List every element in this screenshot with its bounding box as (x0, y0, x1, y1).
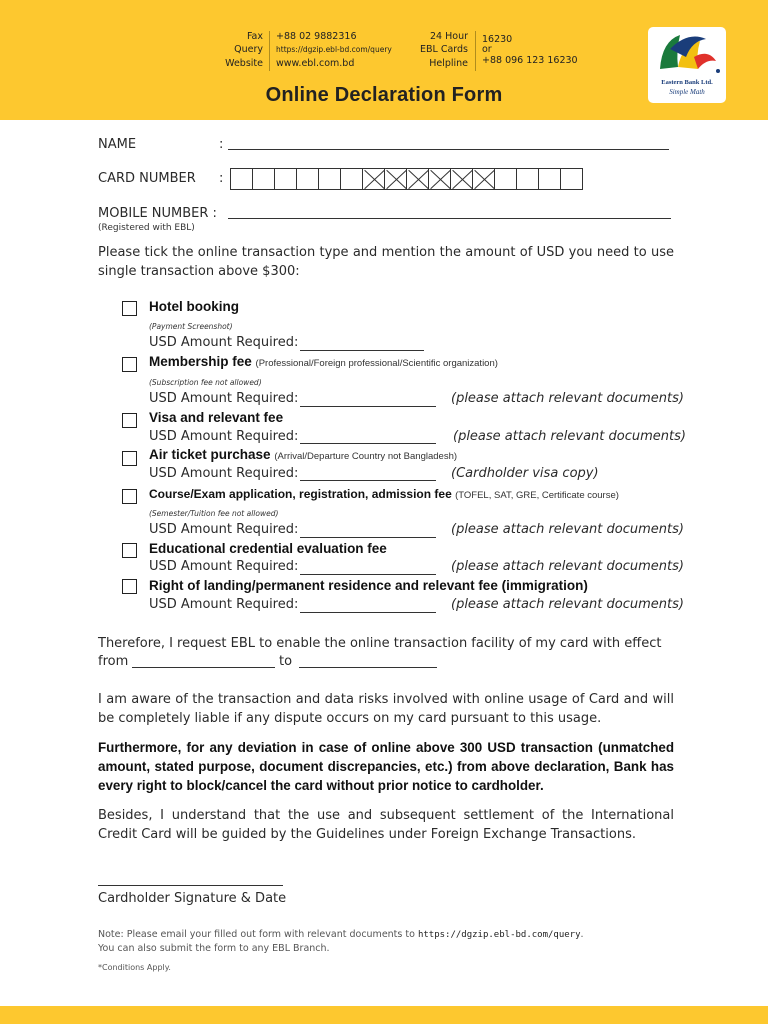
header-divider (269, 31, 270, 71)
hotel-usd-field[interactable] (300, 350, 424, 351)
course-exam-title-text: Course/Exam application, registration, admission fee (149, 487, 452, 501)
usd-amount-label: USD Amount Required: (149, 559, 299, 574)
card-digit-box-masked (406, 168, 429, 190)
from-date-field[interactable] (132, 667, 275, 668)
membership-usd-field[interactable] (300, 406, 436, 407)
email-note-url[interactable]: https://dgzip.ebl-bd.com/query (417, 930, 581, 940)
card-digit-box[interactable] (516, 168, 539, 190)
card-digit-box-masked (472, 168, 495, 190)
course-exam-note: (TOFEL, SAT, GRE, Certificate course) (455, 490, 619, 501)
educational-credential-title: Educational credential evaluation fee (149, 541, 387, 556)
visa-fee-checkbox[interactable] (122, 413, 137, 428)
mobile-note: (Registered with EBL) (98, 223, 195, 233)
fax-label: Fax (246, 31, 263, 42)
attach-documents-note: (please attach relevant documents) (451, 559, 684, 574)
educational-usd-field[interactable] (300, 574, 436, 575)
ebl-logo-icon (648, 27, 726, 79)
branch-note: You can also submit the form to any EBL Branch. (98, 943, 330, 954)
visa-fee-title: Visa and relevant fee (149, 410, 284, 425)
mobile-number-label: MOBILE NUMBER : (98, 206, 217, 221)
aware-text: I am aware of the transaction and data risks involved with online usage of Card and will be completely liable if any dispute occurs on my card pursuant to this usage. (98, 692, 674, 726)
fax-value: +88 02 9882316 (276, 31, 357, 42)
card-digit-box-masked (362, 168, 385, 190)
email-note-suffix: . (580, 929, 584, 940)
signature-label: Cardholder Signature & Date (98, 891, 287, 906)
attach-documents-note: (please attach relevant documents) (453, 429, 686, 444)
landing-usd-field[interactable] (300, 612, 436, 613)
card-digit-box[interactable] (560, 168, 583, 190)
instruction-text: Please tick the online transaction type and mention the amount of USD you need to use single transaction above $300: (98, 245, 674, 279)
card-digit-box-masked (450, 168, 473, 190)
membership-fee-title (149, 354, 498, 369)
card-digit-box-masked (384, 168, 407, 190)
attach-documents-note: (please attach relevant documents) (451, 597, 684, 612)
hotel-booking-sub: (Payment Screenshot) (149, 322, 233, 331)
card-digit-box[interactable] (296, 168, 319, 190)
air-ticket-usd-field[interactable] (300, 480, 436, 481)
conditions-note: *Conditions Apply. (98, 963, 171, 972)
air-ticket-checkbox[interactable] (122, 451, 137, 466)
course-usd-field[interactable] (300, 537, 436, 538)
query-link[interactable]: https://dgzip.ebl-bd.com/query (276, 45, 392, 54)
membership-fee-sub: (Subscription fee not allowed) (149, 378, 262, 387)
email-note-prefix: Note: Please email your filled out form with relevant documents to (98, 929, 415, 940)
card-number-boxes[interactable] (231, 168, 583, 190)
hotel-booking-title: Hotel booking (149, 299, 239, 314)
helpline-label-3: Helpline (429, 58, 468, 69)
card-digit-box[interactable] (494, 168, 517, 190)
right-of-landing-checkbox[interactable] (122, 579, 137, 594)
usd-amount-label: USD Amount Required: (149, 429, 299, 444)
to-date-field[interactable] (299, 667, 437, 668)
usd-amount-label: USD Amount Required: (149, 522, 299, 537)
query-label: Query (234, 44, 263, 55)
name-label: NAME (98, 137, 137, 152)
visa-usd-field[interactable] (300, 443, 436, 444)
usd-amount-label: USD Amount Required: (149, 391, 299, 406)
card-digit-box[interactable] (230, 168, 253, 190)
card-digit-box-masked (428, 168, 451, 190)
from-label: from (98, 654, 129, 669)
educational-credential-checkbox[interactable] (122, 543, 137, 558)
to-label: to (279, 654, 293, 669)
usd-amount-label: USD Amount Required: (149, 335, 299, 350)
helpline-label-2: EBL Cards (419, 44, 468, 55)
form-title: Online Declaration Form (265, 84, 503, 106)
card-digit-box[interactable] (340, 168, 363, 190)
hotel-booking-checkbox[interactable] (122, 301, 137, 316)
helpline-value-2: or (482, 44, 492, 55)
course-exam-title (149, 487, 619, 501)
signature-field[interactable] (98, 885, 283, 886)
card-number-colon: : (219, 171, 224, 186)
course-exam-checkbox[interactable] (122, 489, 137, 504)
attach-documents-note: (please attach relevant documents) (451, 522, 684, 537)
name-field[interactable] (228, 149, 669, 150)
right-of-landing-title: Right of landing/permanent residence and relevant fee (immigration) (149, 578, 588, 593)
usd-amount-label: USD Amount Required: (149, 466, 299, 481)
website-label: Website (225, 58, 263, 69)
header-bar (0, 0, 768, 120)
card-digit-box[interactable] (274, 168, 297, 190)
card-number-label: CARD NUMBER (98, 171, 196, 186)
membership-fee-note: (Professional/Foreign professional/Scientific organization) (255, 358, 498, 369)
air-ticket-note: (Arrival/Departure Country not Bangladesh) (274, 451, 458, 462)
name-colon: : (219, 137, 224, 152)
request-text: Therefore, I request EBL to enable the online transaction facility of my card with effect (98, 636, 662, 651)
attach-documents-note: (please attach relevant documents) (451, 391, 684, 406)
course-exam-sub: (Semester/Tuition fee not allowed) (149, 509, 279, 518)
mobile-number-field[interactable] (228, 218, 671, 219)
furthermore-text: Furthermore, for any deviation in case of online above 300 USD transaction (unmatched amount, stated purpose, document discrepancies, etc.) from above declaration, Bank has every right to block/cancel the card without prior notice to cardholder. (98, 740, 674, 793)
membership-fee-title-text: Membership fee (149, 354, 252, 369)
helpline-label-1: 24 Hour (430, 31, 468, 42)
helpline-value-3: +88 096 123 16230 (482, 55, 578, 66)
card-digit-box[interactable] (252, 168, 275, 190)
footer-bar (0, 1006, 768, 1024)
website-link[interactable]: www.ebl.com.bd (276, 58, 355, 69)
usd-amount-label: USD Amount Required: (149, 597, 299, 612)
ebl-logo (648, 27, 726, 103)
card-digit-box[interactable] (538, 168, 561, 190)
card-digit-box[interactable] (318, 168, 341, 190)
besides-text: Besides, I understand that the use and subsequent settlement of the International Credit Card will be guided by the Guidelines under Foreign Exchange Transactions. (98, 808, 674, 842)
membership-fee-checkbox[interactable] (122, 357, 137, 372)
air-ticket-title-text: Air ticket purchase (149, 447, 271, 462)
air-ticket-title (149, 447, 457, 462)
logo-name: Eastern Bank Ltd. (661, 79, 713, 86)
logo-tagline: Simple Math (669, 88, 705, 96)
header-divider (475, 31, 476, 71)
helpline-value-1: 16230 (482, 34, 513, 45)
cardholder-visa-note: (Cardholder visa copy) (451, 466, 599, 481)
email-note (98, 929, 584, 940)
